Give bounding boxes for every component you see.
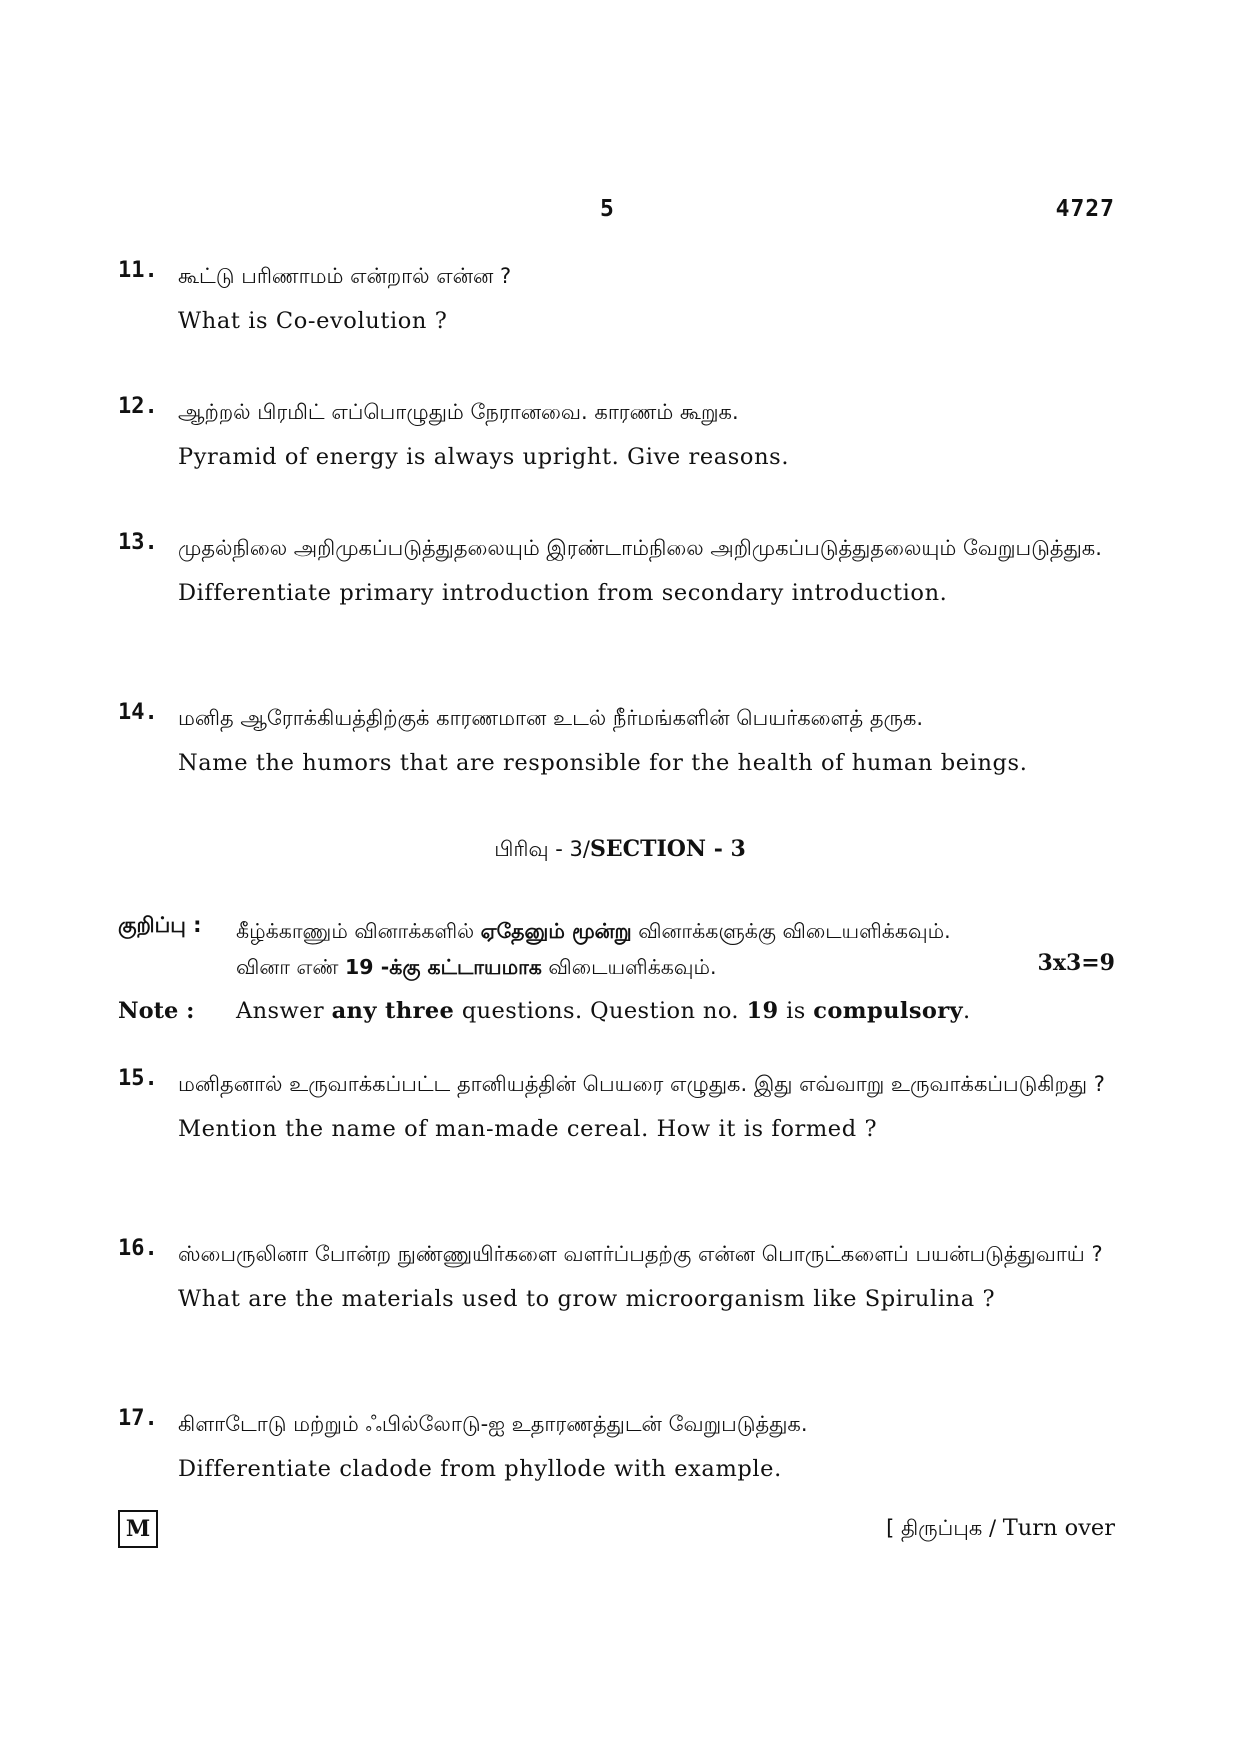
question-14 [118,700,1118,780]
question-tamil: மனிதனால் உருவாக்கப்பட்ட தானியத்தின் பெயரை எழுதுக. இது எவ்வாறு உருவாக்கப்படுகிறது ? [178,1072,1105,1096]
section-heading [0,836,1240,864]
question-11 [118,258,1118,338]
note-text [236,998,971,1024]
question-13 [118,530,1118,610]
question-tamil: கூட்டு பரிணாமம் என்றால் என்ன ? [178,264,512,288]
note-text-part: questions. Question no. [454,998,747,1024]
footer-mark-box: M [118,1510,158,1548]
question-12 [118,394,1118,474]
question-number: 16. [118,1236,158,1261]
section-heading-tamil: பிரிவு - 3/ [494,837,590,861]
turn-over-tamil: [ திருப்புக / [886,1516,1003,1540]
kurippu-line-2 [236,949,1116,985]
section-marks: 3x3=9 [1037,950,1115,976]
kurippu-text [236,913,1116,985]
note-text-part: Answer [236,998,332,1024]
kurippu-text-part: விடையளிக்கவும். [541,955,717,979]
note-text-part: is [778,998,814,1024]
question-english: Mention the name of man-made cereal. How it is formed ? [178,1116,878,1142]
question-number: 14. [118,700,158,725]
note-emphasis: compulsory [813,998,964,1024]
kurippu-label: குறிப்பு : [118,913,202,937]
section-heading-english: SECTION - 3 [589,836,746,862]
paper-code: 4727 [1055,196,1115,222]
question-tamil: முதல்நிலை அறிமுகப்படுத்துதலையும் இரண்டாம்நிலை அறிமுகப்படுத்துதலையும் வேறுபடுத்துக. [178,536,1102,560]
question-16 [118,1236,1118,1316]
turn-over-text [886,1515,1115,1543]
note-text-part: . [963,998,971,1024]
note-emphasis: any three [331,998,455,1024]
turn-over-english: Turn over [1002,1515,1115,1541]
kurippu-emphasis: 19 -க்கு கட்டாயமாக [345,955,542,979]
question-english: Differentiate primary introduction from secondary introduction. [178,580,948,606]
kurippu-text-part: வினா எண் [236,955,346,979]
question-english: Pyramid of energy is always upright. Give reasons. [178,444,790,470]
question-english: What are the materials used to grow microorganism like Spirulina ? [178,1286,996,1312]
question-english: Name the humors that are responsible for the health of human beings. [178,750,1028,776]
question-tamil: ஸ்பைருலினா போன்ற நுண்ணுயிர்களை வளர்ப்பதற்கு என்ன பொருட்களைப் பயன்படுத்துவாய் ? [178,1242,1103,1266]
kurippu-line-1 [236,913,1116,949]
question-tamil: ஆற்றல் பிரமிட் எப்பொழுதும் நேரானவை. காரணம் கூறுக. [178,400,739,424]
kurippu-text-part: கீழ்க்காணும் வினாக்களில் [236,919,481,943]
kurippu-emphasis: ஏதேனும் மூன்று [480,919,632,943]
question-english: What is Co-evolution ? [178,308,448,334]
question-english: Differentiate cladode from phyllode with example. [178,1456,782,1482]
question-tamil: மனித ஆரோக்கியத்திற்குக் காரணமான உடல் நீர்மங்களின் பெயர்களைத் தருக. [178,706,924,730]
question-number: 17. [118,1406,158,1431]
question-number: 11. [118,258,158,283]
question-number: 13. [118,530,158,555]
question-15 [118,1066,1118,1146]
question-number: 15. [118,1066,158,1091]
note-emphasis: 19 [746,998,779,1024]
question-number: 12. [118,394,158,419]
question-17 [118,1406,1118,1486]
note-label: Note : [118,998,195,1024]
kurippu-text-part: வினாக்களுக்கு விடையளிக்கவும். [631,919,951,943]
question-tamil: கிளாடோடு மற்றும் ஃபில்லோடு-ஐ உதாரணத்துடன் வேறுபடுத்துக. [178,1412,808,1436]
page-number: 5 [600,196,614,222]
